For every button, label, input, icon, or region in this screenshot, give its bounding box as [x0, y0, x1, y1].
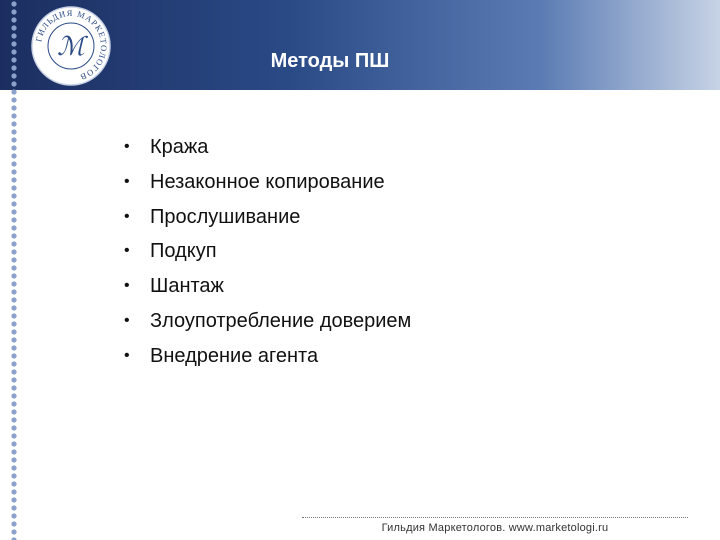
list-item-label: Внедрение агента	[150, 344, 319, 367]
bullet-icon: •	[124, 277, 130, 295]
guild-logo	[30, 5, 112, 87]
list-item-label: Шантаж	[150, 275, 224, 298]
bullet-icon: •	[124, 138, 130, 155]
list-item	[124, 339, 411, 374]
bullet-icon: •	[124, 311, 130, 329]
list-item-label: Подкуп	[150, 240, 217, 263]
svg-text:ℳ: ℳ	[57, 32, 85, 61]
footer-divider	[302, 517, 688, 518]
list-item-label: Незаконное копирование	[150, 170, 385, 193]
list-item	[124, 269, 411, 304]
list-item	[124, 165, 411, 200]
list-item-label: Злоупотребление доверием	[150, 309, 412, 332]
list-item	[124, 304, 411, 339]
list-item	[124, 234, 411, 269]
bullet-list	[124, 130, 411, 374]
bullet-icon: •	[124, 242, 130, 260]
svg-text:ГИЛЬДИЯ МАРКЕТОЛОГОВ: ГИЛЬДИЯ МАРКЕТОЛОГОВ	[33, 7, 110, 83]
bullet-icon: •	[124, 172, 130, 190]
list-item	[124, 200, 411, 235]
slide-title: Методы ПШ	[270, 50, 390, 72]
bullet-icon: •	[124, 346, 130, 364]
list-item-label: Кража	[150, 136, 209, 158]
list-item	[124, 130, 411, 165]
footer-text: Гильдия Маркетологов. www.marketologi.ru	[381, 522, 609, 534]
list-item-label: Прослушивание	[150, 205, 301, 228]
bullet-icon: •	[124, 207, 130, 225]
dotted-border-decoration	[10, 0, 26, 540]
